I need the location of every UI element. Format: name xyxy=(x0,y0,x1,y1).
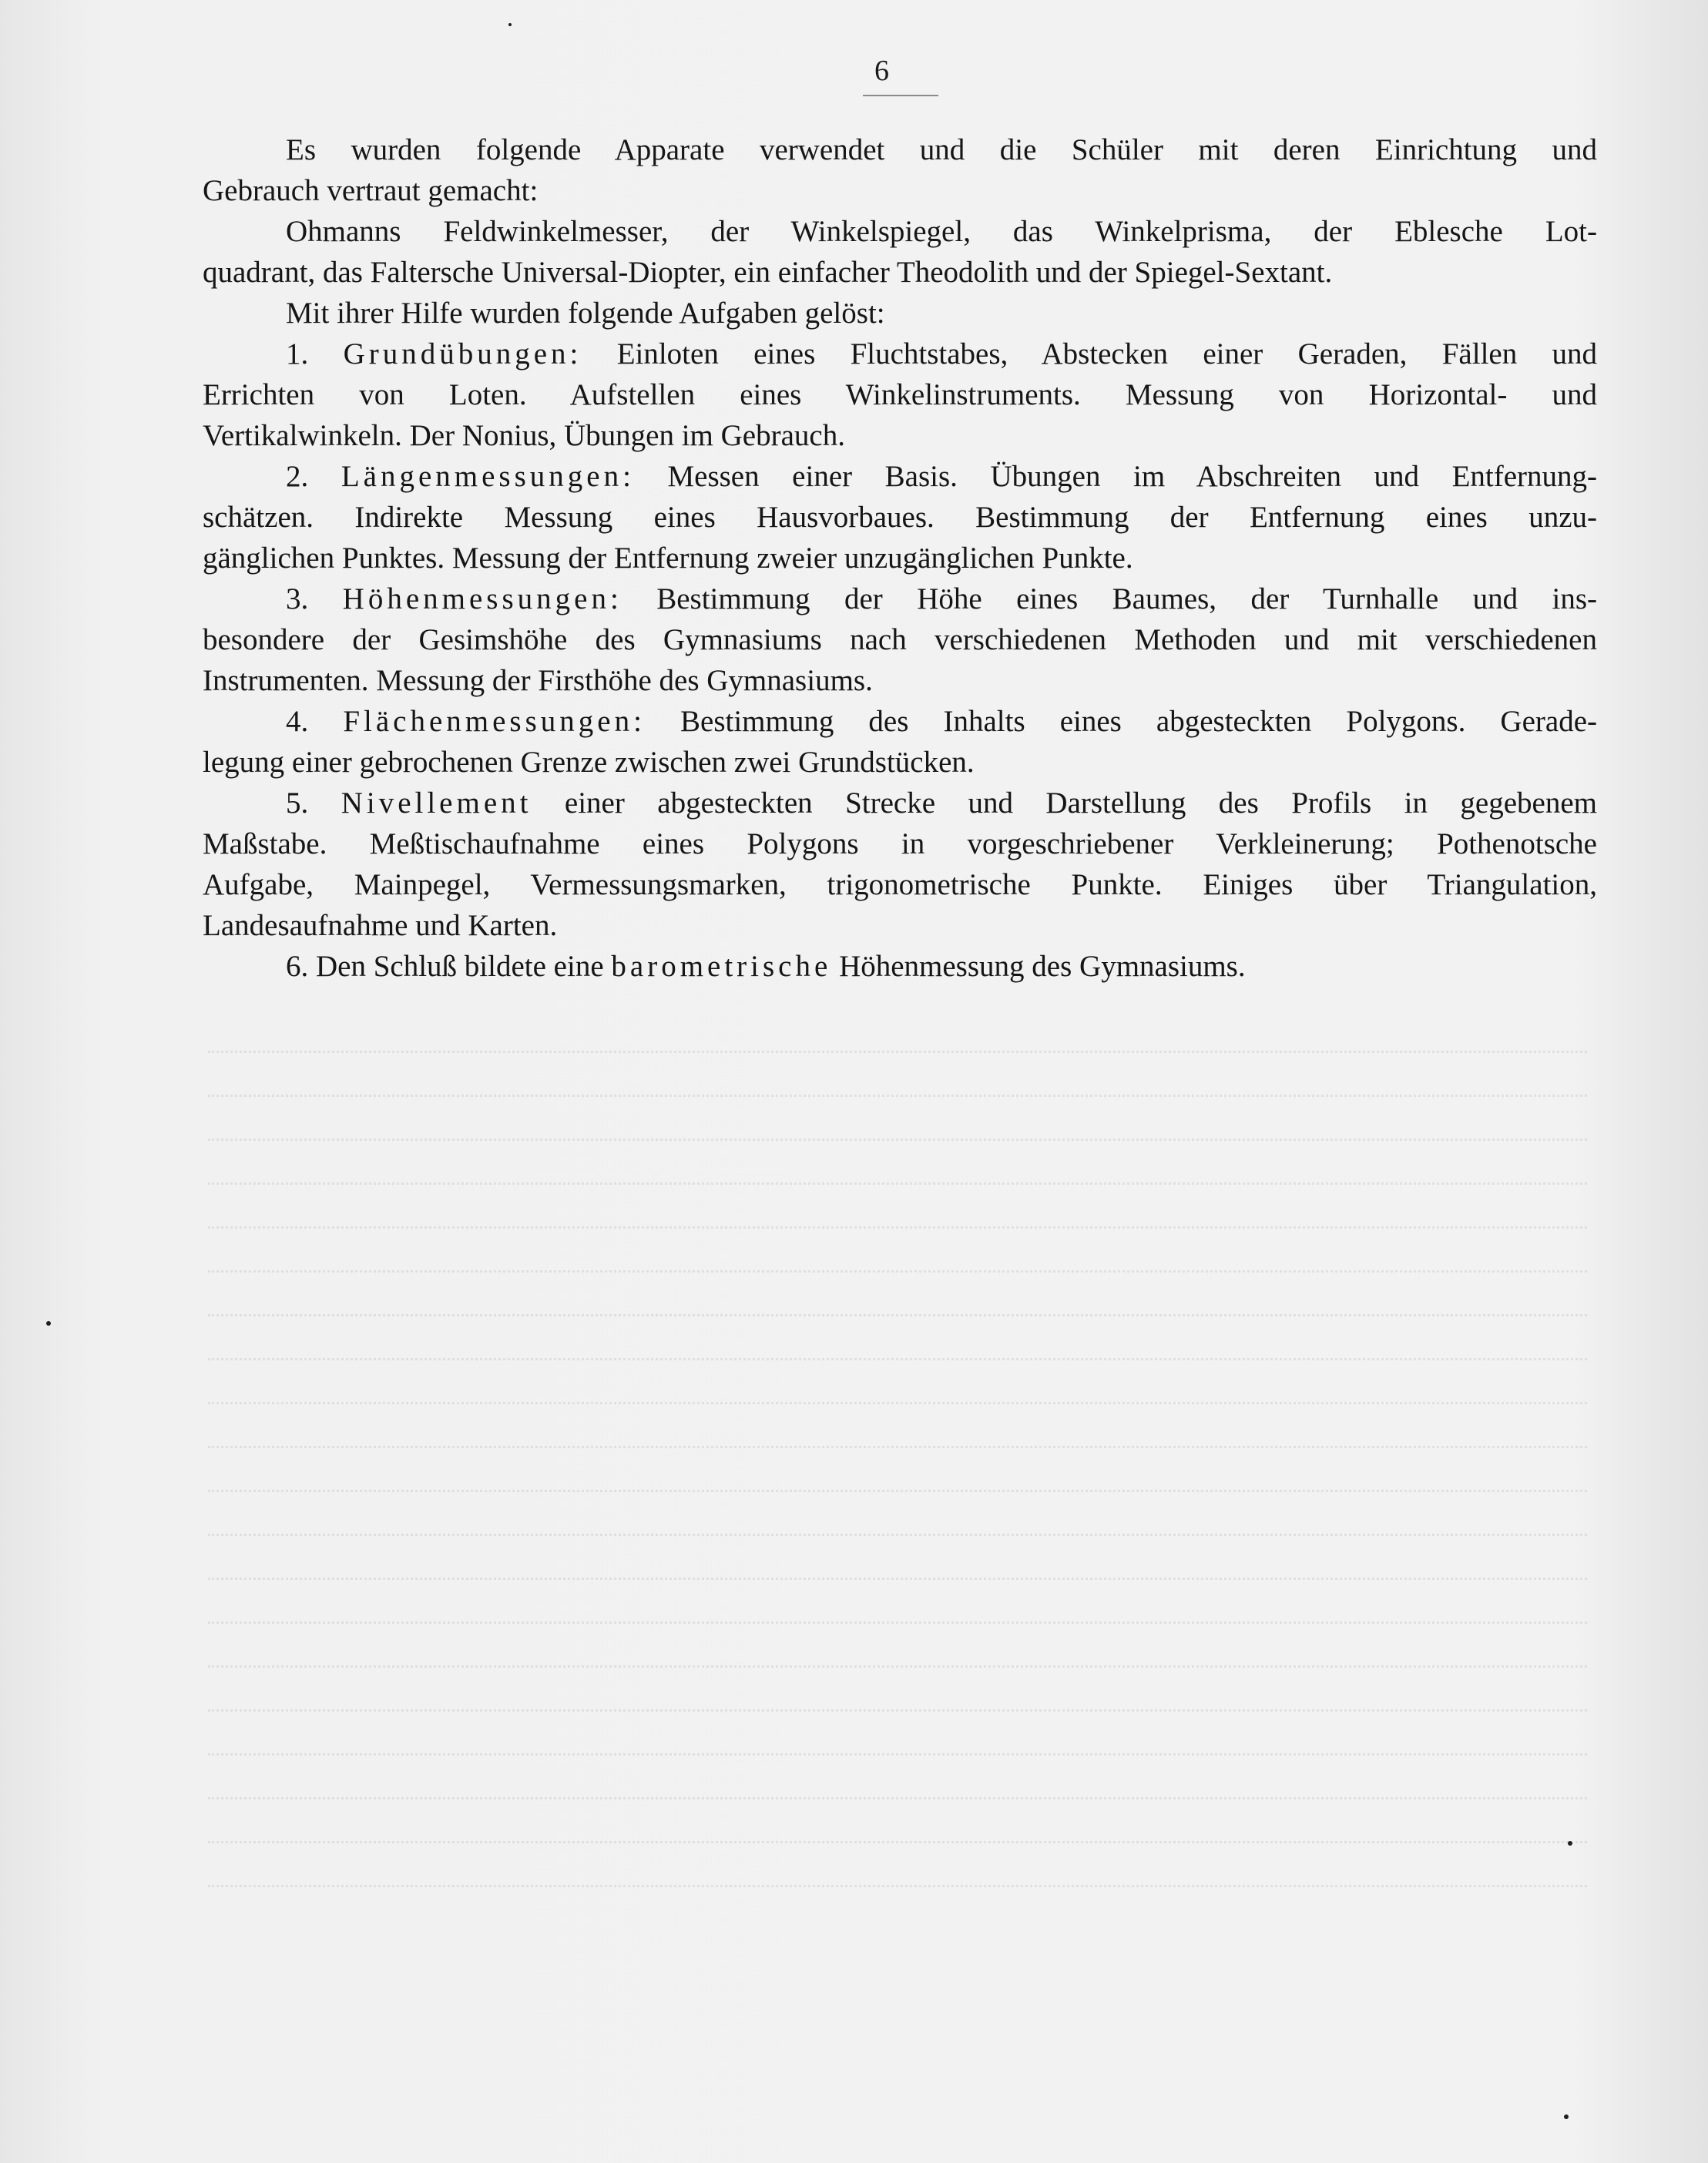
item-3-text: Bestimmung der Höhe eines Baumes, der Turnhalle und ins- xyxy=(656,582,1598,615)
item-4-number: 4. xyxy=(286,705,309,738)
show-through-line xyxy=(208,1580,1587,1624)
show-through-line xyxy=(208,1843,1587,1887)
item-1-text: Einloten eines Fluchtstabes, Abstecken einer Geraden, Fällen und xyxy=(616,337,1598,371)
show-through-line xyxy=(208,1492,1587,1536)
show-through-line xyxy=(208,1273,1587,1316)
item-4-text: Bestimmung des Inhalts eines abgesteckten Polygons. Gerade- xyxy=(680,705,1598,738)
item-4-term: Flächenmessungen: xyxy=(343,705,646,738)
item-2-line: gänglichen Punktes. Messung der Entfernung zweier unzugänglichen Punkte. xyxy=(203,542,1133,575)
item-5-line: Landesaufnahme und Karten. xyxy=(203,909,558,942)
item-2-number: 2. xyxy=(286,460,309,493)
item-1-first-line xyxy=(203,334,1597,374)
page-number-rule xyxy=(863,95,938,96)
item-2-first-line xyxy=(203,456,1597,497)
tasks-intro: Mit ihrer Hilfe wurden folgende Aufgaben gelöst: xyxy=(286,297,885,330)
item-6-text: Höhenmessung des Gymnasiums. xyxy=(839,950,1246,983)
item-2-term: Längenmessungen: xyxy=(341,460,635,493)
show-through-line xyxy=(208,1624,1587,1668)
item-2-text: Messen einer Basis. Übungen im Abschreiten und Entfernung- xyxy=(667,460,1598,493)
show-through-line xyxy=(208,1316,1587,1360)
show-through-line xyxy=(208,1448,1587,1492)
show-through-line xyxy=(208,1668,1587,1712)
show-through-line xyxy=(208,1712,1587,1756)
paper-speck xyxy=(46,1321,51,1326)
item-1-number: 1. xyxy=(286,337,309,371)
page-number: 6 xyxy=(874,55,889,87)
paper-speck xyxy=(1564,2114,1569,2119)
item-6-term: barometrische xyxy=(611,950,832,983)
show-through-line xyxy=(208,1404,1587,1448)
item-4-first-line xyxy=(203,701,1597,742)
item-5-first-line xyxy=(203,783,1597,823)
show-through-line xyxy=(208,1185,1587,1229)
item-5-text: einer abgesteckten Strecke und Darstellung des Profils in gegebenem xyxy=(564,786,1598,820)
item-1-term: Grundübungen: xyxy=(343,337,582,371)
show-through-line xyxy=(208,1141,1587,1185)
item-5-line: Maßstabe. Meßtischaufnahme eines Polygons in vorgeschriebener Verkleinerung; Pothenotsche xyxy=(203,827,1597,860)
show-through-line xyxy=(208,1053,1587,1097)
item-3-line: Instrumenten. Messung der Firsthöhe des Gymnasiums. xyxy=(203,664,873,697)
item-5-term: Nivellement xyxy=(341,786,532,820)
item-6-line xyxy=(203,946,1597,987)
intro-line: Es wurden folgende Apparate verwendet und die Schüler mit deren Einrichtung und xyxy=(286,133,1597,166)
apparatus-line: Ohmanns Feldwinkelmesser, der Winkelspiegel, das Winkelprisma, der Eblesche Lot- xyxy=(286,215,1597,248)
show-through-line xyxy=(208,1536,1587,1580)
show-through-line xyxy=(208,1799,1587,1843)
show-through-line xyxy=(208,1360,1587,1404)
item-5-line: Aufgabe, Mainpegel, Vermessungsmarken, trigonometrische Punkte. Einiges über Triangulation, xyxy=(203,868,1597,901)
item-5-number: 5. xyxy=(286,786,309,820)
show-through-line xyxy=(208,1097,1587,1141)
reverse-side-show-through xyxy=(208,1009,1595,1972)
item-1-line: Errichten von Loten. Aufstellen eines Winkelinstruments. Messung von Horizontal- und xyxy=(203,378,1597,411)
item-1-line: Vertikalwinkeln. Der Nonius, Übungen im Gebrauch. xyxy=(203,419,845,452)
item-3-number: 3. xyxy=(286,582,309,615)
paper-speck xyxy=(1568,1841,1572,1846)
item-6-lead: Den Schluß bildete eine xyxy=(316,950,604,983)
intro-line: Gebrauch vertraut gemacht: xyxy=(203,174,539,207)
apparatus-line: quadrant, das Faltersche Universal-Diopter, ein einfacher Theodolith und der Spiegel-Sextant. xyxy=(203,256,1333,289)
item-6-number: 6. xyxy=(286,950,309,983)
item-3-line: besondere der Gesimshöhe des Gymnasiums nach verschiedenen Methoden und mit verschiedenen xyxy=(203,623,1597,656)
item-4-line: legung einer gebrochenen Grenze zwischen zwei Grundstücken. xyxy=(203,746,975,779)
body-text xyxy=(203,129,1597,987)
item-3-term: Höhenmessungen: xyxy=(342,582,622,615)
paper-speck xyxy=(508,23,512,26)
item-2-line: schätzen. Indirekte Messung eines Hausvorbaues. Bestimmung der Entfernung eines unzu- xyxy=(203,501,1597,534)
show-through-line xyxy=(208,1009,1587,1053)
show-through-line xyxy=(208,1229,1587,1273)
show-through-line xyxy=(208,1756,1587,1799)
item-3-first-line xyxy=(203,578,1597,619)
